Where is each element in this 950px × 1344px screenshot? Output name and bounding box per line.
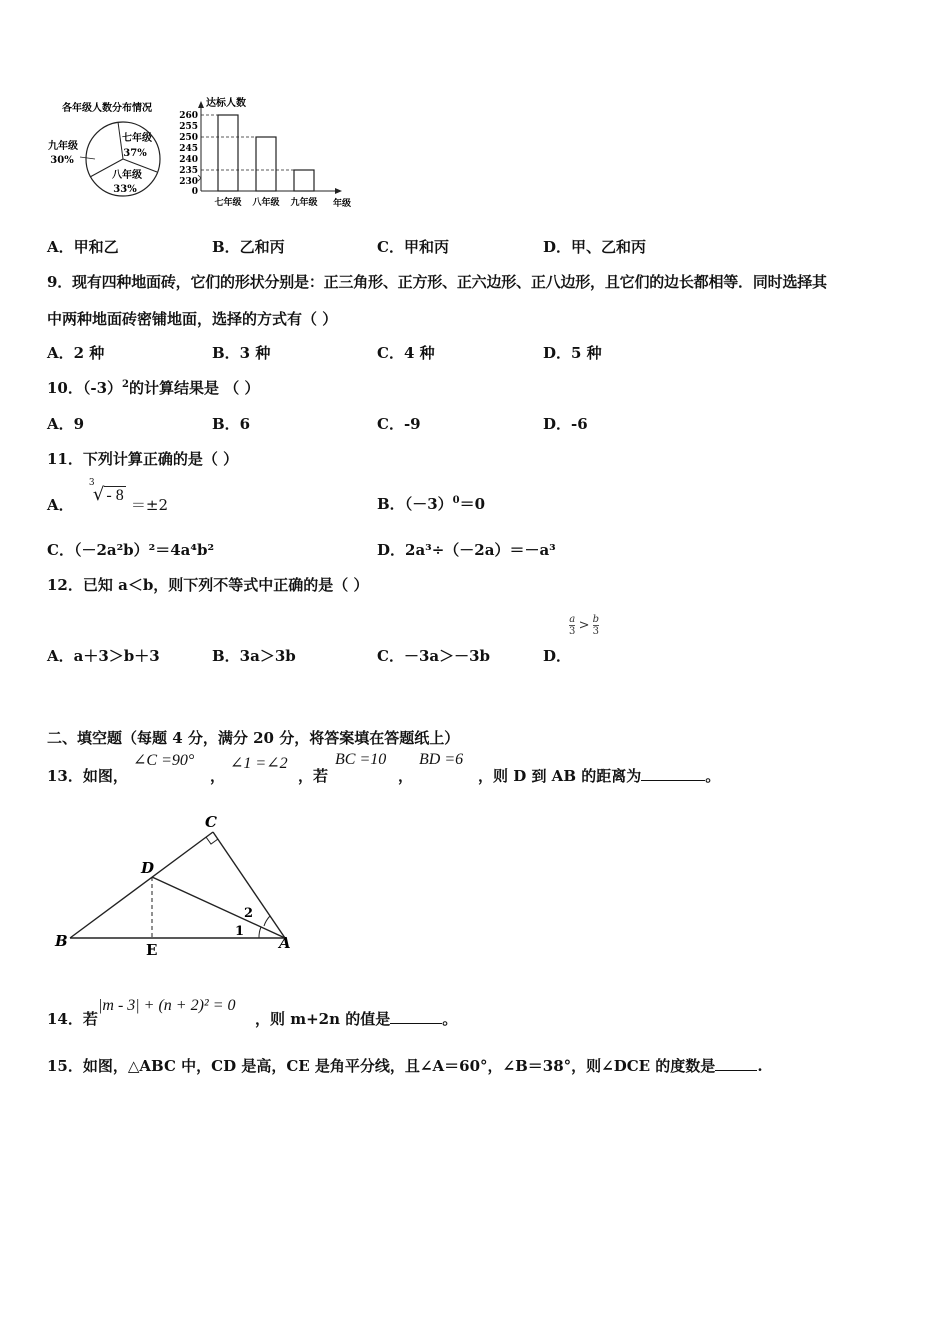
q11-option-b [377,493,485,514]
bar-x-arrow [335,188,342,194]
bar-chart [172,93,357,213]
angle-arc-1 [259,927,261,938]
q13-sep3: ， [398,767,414,785]
q13-sep2: ，若 [298,767,329,785]
q11-d-text: 2a³÷（－2a）＝－a³ [405,541,556,559]
q14-suffix [255,1008,457,1029]
y-tick-label: 230 [179,177,198,187]
fraction-numerator: a [569,614,576,625]
q13-angle-equal: ∠1 =∠2 [230,755,288,772]
label-a: A [279,934,291,952]
y-tick-label: 235 [179,166,198,176]
bar-1 [218,115,238,191]
q10-option-c: C．-9 [377,415,421,433]
y-tick-label: 260 [179,111,198,121]
section2-heading: 二、填空题（每题 4 分，满分 20 分，将答案填在答题纸上） [47,729,460,747]
fraction-a-over-3 [569,614,575,637]
q11-b-rest: ＝0 [459,495,486,513]
q11-b-text: （－3） [404,495,453,513]
q11-c-label: C． [47,541,74,559]
q11-a-label: A． [47,496,74,514]
x-category-label: 八年级 [252,198,280,208]
label-c: C [205,813,217,831]
q10-option-d: D．-6 [543,415,588,433]
q13-text: ，则 D 到 AB 的距离为 [478,767,642,785]
answer-blank[interactable] [715,1058,757,1071]
pie-leader-line [80,157,95,159]
q13-end: 。 [705,767,721,785]
q12-option-d: D． [543,647,572,665]
q10-exponent: 2 [122,379,130,390]
q10-text: 的计算结果是 （ ） [129,379,260,397]
segment-bc [70,832,213,938]
x-category-label: 九年级 [290,198,318,208]
q14-equation: |m - 3| + (n + 2)² = 0 [98,997,236,1014]
bar-xlabel: 年级 [332,199,352,209]
q11-option-d [377,539,556,560]
y-tick-label: 245 [179,144,198,154]
q10-number: 10． [47,379,83,397]
q13-suffix [478,765,720,786]
q9-option-c: C．4 种 [377,344,435,362]
label-b: B [55,932,68,950]
pie-label-grade9: 九年级 [48,141,78,152]
pie-pct-grade9: 30% [50,155,74,166]
radical-sign: √ [92,484,105,505]
q11-b-label: B． [377,495,405,513]
y-tick-label: 250 [179,133,198,143]
q11-option-c [47,539,214,560]
label-angle-1: 1 [235,924,245,939]
q9-option-d: D．5 种 [543,344,602,362]
q12-d-math [569,614,599,637]
bar-3 [294,170,314,191]
q14-text: ，则 m+2n 的值是 [255,1010,391,1028]
q13-angle-c: ∠C =90° [133,752,195,769]
q14-end: 。 [442,1010,458,1028]
q11-a-rest: ＝±2 [130,496,169,514]
fraction-denominator: 3 [569,626,576,637]
bar-y-arrow [198,101,204,108]
q12-option-a: A．a＋3＞b＋3 [47,647,160,665]
q8-option-b: B．乙和丙 [212,238,285,256]
q11-c-text: （－2a²b）²＝4a⁴b² [73,541,215,559]
label-e: E [146,941,158,959]
bar-ylabel: 达标人数 [206,98,246,109]
q9-stem-line2: 中两种地面砖密铺地面，选择的方式有（ ） [47,310,338,328]
label-d: D [141,859,155,877]
q10-option-a: A．9 [47,415,85,433]
q13-sep1: ， [210,767,226,785]
q13-figure [45,810,305,965]
q8-option-a: A．甲和乙 [47,238,119,256]
y-tick-label: 240 [179,155,198,165]
q10-base: （-3） [82,379,123,397]
q11-b-exponent: 0 [452,495,460,506]
pie-title: 各年级人数分布情况 [62,103,152,114]
fraction-numerator: b [592,614,600,625]
pie-label-grade8: 八年级 [112,170,142,181]
y-tick-label: 255 [179,122,198,132]
x-category-label: 七年级 [214,198,242,208]
q12-option-c: C．－3a＞－3b [377,647,491,665]
q8-option-c: C．甲和丙 [377,238,449,256]
pie-label-grade7: 七年级 [122,133,152,144]
q13-bd: BD =6 [419,751,464,768]
radicand: - 8 [106,487,124,504]
greater-than-sign: > [578,618,590,633]
q14-number: 14．若 [47,1010,98,1028]
q15-stem [47,1055,763,1076]
q15-text: 15．如图，△ABC 中，CD 是高，CE 是角平分线，且∠A＝60°，∠B＝38°，则∠DCE 的度数是 [47,1057,716,1075]
y-tick-label: 0 [191,187,198,197]
q9-stem-line1: 9．现有四种地面砖，它们的形状分别是：正三角形、正方形、正六边形、正八边形，且它们的边长都相等．同时选择其 [47,273,827,291]
pie-chart [45,97,175,212]
fraction-b-over-3 [593,614,599,637]
pie-pct-grade7: 37% [123,148,147,159]
q13-bc: BC =10 [335,751,387,768]
q13-number: 13．如图， [47,767,128,785]
q9-option-a: A．2 种 [47,344,105,362]
answer-blank[interactable] [390,1011,442,1024]
q12-stem: 12．已知 a＜b，则下列不等式中正确的是（ ） [47,576,369,594]
cube-root [88,478,126,505]
q9-option-b: B．3 种 [212,344,271,362]
q15-end: . [757,1057,763,1075]
bar-2 [256,137,276,191]
root-index: 3 [88,478,95,488]
pie-pct-grade8: 33% [113,184,137,195]
right-angle-mark [206,837,218,844]
angle-arc-2 [264,916,270,926]
fraction-denominator: 3 [592,626,600,637]
q11-stem: 11．下列计算正确的是（ ） [47,450,239,468]
q10-option-b: B．6 [212,415,251,433]
q11-option-a [47,478,169,514]
q11-d-label: D． [377,541,406,559]
q8-option-d: D．甲、乙和丙 [543,238,647,256]
answer-blank[interactable] [641,768,705,781]
label-angle-2: 2 [244,906,254,921]
q12-option-b: B．3a＞3b [212,647,296,665]
q10-stem [47,377,259,398]
